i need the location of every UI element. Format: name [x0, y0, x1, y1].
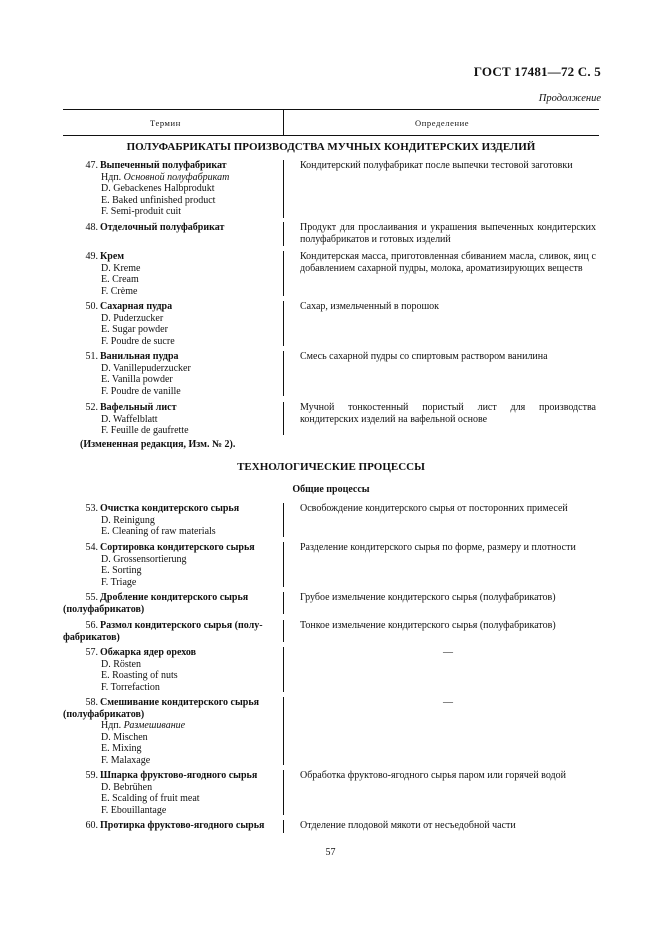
column-divider [283, 503, 284, 537]
term-number: 54. [85, 542, 98, 553]
term-english: E. Cream [101, 274, 139, 285]
term-english: E. Scalding of fruit meat [101, 793, 200, 804]
definition-cell [300, 697, 596, 709]
term-number: 56. [85, 620, 98, 631]
term-french: F. Poudre de sucre [101, 335, 175, 347]
term-german: D. Bebrühen [101, 781, 153, 793]
term-number: 55. [85, 592, 98, 603]
term-name: Отделочный полуфабрикат [100, 222, 225, 233]
definition-cell: Сахар, измельченный в порошок [300, 301, 440, 312]
definition-cell: Смесь сахарной пудры со спиртовым раствором ванилина [300, 351, 548, 362]
column-divider [283, 820, 284, 833]
term-name-continued: фабрикатов) [63, 631, 120, 643]
term-name-continued: (полуфабрикатов) [63, 603, 145, 615]
definition-cell: Обработка фруктово-ягодного сырья паром или горячей водой [300, 770, 566, 781]
term-name: Сортировка кондитерского сырья [100, 542, 255, 553]
definition-cell: Освобождение кондитерского сырья от посторонних примесей [300, 503, 568, 514]
term-name: Крем [100, 251, 125, 262]
column-divider [283, 697, 284, 765]
term-german: D. Reinigung [101, 514, 155, 526]
term-cell [63, 503, 281, 538]
term-french: F. Triage [101, 576, 137, 588]
term-german: D. Kreme [101, 262, 141, 274]
term-cell [63, 647, 281, 693]
definition-cell: Продукт для прослаивания и украшения выпеченных кондитерских полуфабрикатов и готовых изделий [300, 222, 596, 245]
column-header-term: Термин [150, 118, 181, 128]
column-divider [283, 620, 284, 642]
subsection-title: Общие процессы [292, 484, 370, 495]
term-cell [63, 820, 281, 832]
ndp-label: Ндп. [101, 171, 122, 183]
term-name: Выпеченный полуфабрикат [100, 160, 227, 171]
term-name: Смешивание кондитерского сырья [100, 697, 260, 708]
term-cell [63, 251, 281, 297]
term-name: Вафельный лист [100, 402, 177, 413]
term-number: 52. [85, 402, 98, 413]
term-cell [63, 620, 281, 643]
term-name-continued: (полуфабрикатов) [63, 708, 145, 720]
term-cell [63, 160, 281, 218]
term-number: 47. [85, 160, 98, 171]
column-divider [283, 542, 284, 587]
term-number: 59. [85, 770, 98, 781]
table-top-rule [63, 109, 599, 110]
column-divider [283, 222, 284, 246]
column-header-definition: Определение [415, 118, 470, 128]
term-german: D. Vanillepuderzucker [101, 362, 191, 374]
term-number: 58. [85, 697, 98, 708]
ndp-term: Размешивание [123, 720, 186, 731]
header-column-divider [283, 110, 284, 135]
definition-cell [300, 647, 596, 659]
term-english: E. Vanilla powder [101, 374, 173, 385]
page-number: 57 [325, 847, 336, 858]
term-cell [63, 301, 281, 347]
term-french: F. Feuille de gaufrette [101, 425, 189, 436]
term-english: E. Baked unfinished product [101, 194, 216, 206]
definition-dash: — [443, 697, 453, 708]
term-french: F. Crème [101, 285, 138, 297]
term-french: F. Malaxage [101, 754, 151, 766]
term-name: Ванильная пудра [100, 351, 179, 362]
term-cell [63, 697, 281, 766]
term-cell [63, 542, 281, 588]
term-cell [63, 770, 281, 816]
section-title: ПОЛУФАБРИКАТЫ ПРОИЗВОДСТВА МУЧНЫХ КОНДИТЕРСКИХ ИЗДЕЛИЙ [126, 141, 536, 153]
term-french: F. Torrefaction [101, 681, 160, 693]
term-name: Сахарная пудра [100, 301, 173, 312]
term-name: Очистка кондитерского сырья [100, 503, 240, 514]
ndp-label: Ндп. [101, 720, 122, 731]
column-divider [283, 402, 284, 435]
term-cell [63, 351, 281, 397]
section-title: ТЕХНОЛОГИЧЕСКИЕ ПРОЦЕССЫ [237, 461, 425, 473]
term-german: D. Puderzucker [101, 312, 164, 324]
term-number: 53. [85, 503, 98, 514]
term-german: D. Mischen [101, 731, 148, 743]
ndp-term: Основной полуфабрикат [123, 171, 230, 183]
term-german: D. Gebackenes Halbprodukt [101, 183, 215, 194]
term-german: D. Waffelblatt [101, 413, 158, 425]
term-german: D. Rösten [101, 658, 141, 670]
column-divider [283, 647, 284, 692]
document-id: ГОСТ 17481—72 С. 5 [473, 64, 601, 79]
term-english: E. Cleaning of raw materials [101, 526, 216, 537]
term-number: 49. [85, 251, 98, 262]
term-cell [63, 402, 281, 437]
term-name: Протирка фруктово-ягодного сырья [100, 820, 265, 831]
term-english: E. Sorting [101, 565, 142, 576]
term-number: 50. [85, 301, 98, 312]
definition-cell: Разделение кондитерского сырья по форме, размеру и плотности [300, 542, 576, 553]
term-number: 57. [85, 647, 98, 658]
continuation-label: Продолжение [538, 93, 601, 104]
term-cell [63, 592, 281, 615]
term-french: F. Semi-produit cuit [101, 206, 182, 217]
definition-cell: Отделение плодовой мякоти от несъедобной части [300, 820, 516, 831]
term-german: D. Grossensortierung [101, 553, 187, 565]
term-french: F. Poudre de vanille [101, 385, 181, 397]
term-name: Шпарка фруктово-ягодного сырья [100, 770, 258, 781]
table-header-rule [63, 135, 599, 136]
column-divider [283, 301, 284, 346]
definition-cell: Кондитерский полуфабрикат после выпечки тестовой заготовки [300, 160, 573, 171]
term-french: F. Ebouillantage [101, 804, 167, 816]
term-english: E. Mixing [101, 743, 142, 754]
column-divider [283, 770, 284, 815]
term-name: Размол кондитерского сырья (полу- [100, 620, 263, 631]
term-english: E. Sugar powder [101, 324, 168, 335]
definition-cell: Тонкое измельчение кондитерского сырья (полуфабрикатов) [300, 620, 556, 631]
column-divider [283, 160, 284, 218]
column-divider [283, 251, 284, 296]
term-name: Дробление кондитерского сырья [100, 592, 249, 603]
term-number: 51. [85, 351, 98, 362]
column-divider [283, 592, 284, 614]
definition-cell: Мучной тонкостенный пористый лист для производства кондитерских изделий на вафельной основе [300, 402, 596, 425]
term-name: Обжарка ядер орехов [100, 647, 196, 658]
definition-cell: Грубое измельчение кондитерского сырья (полуфабрикатов) [300, 592, 556, 603]
term-english: E. Roasting of nuts [101, 670, 178, 681]
term-number: 48. [85, 222, 98, 233]
term-number: 60. [85, 820, 98, 831]
term-cell [63, 222, 281, 234]
definition-dash: — [443, 647, 453, 658]
definition-cell: Кондитерская масса, приготовленная сбиванием масла, сливок, яиц с добавлением сахарной пудры, молока, ароматизирующих веществ [300, 251, 596, 274]
column-divider [283, 351, 284, 396]
amendment-note: (Измененная редакция, Изм. № 2). [80, 439, 236, 450]
